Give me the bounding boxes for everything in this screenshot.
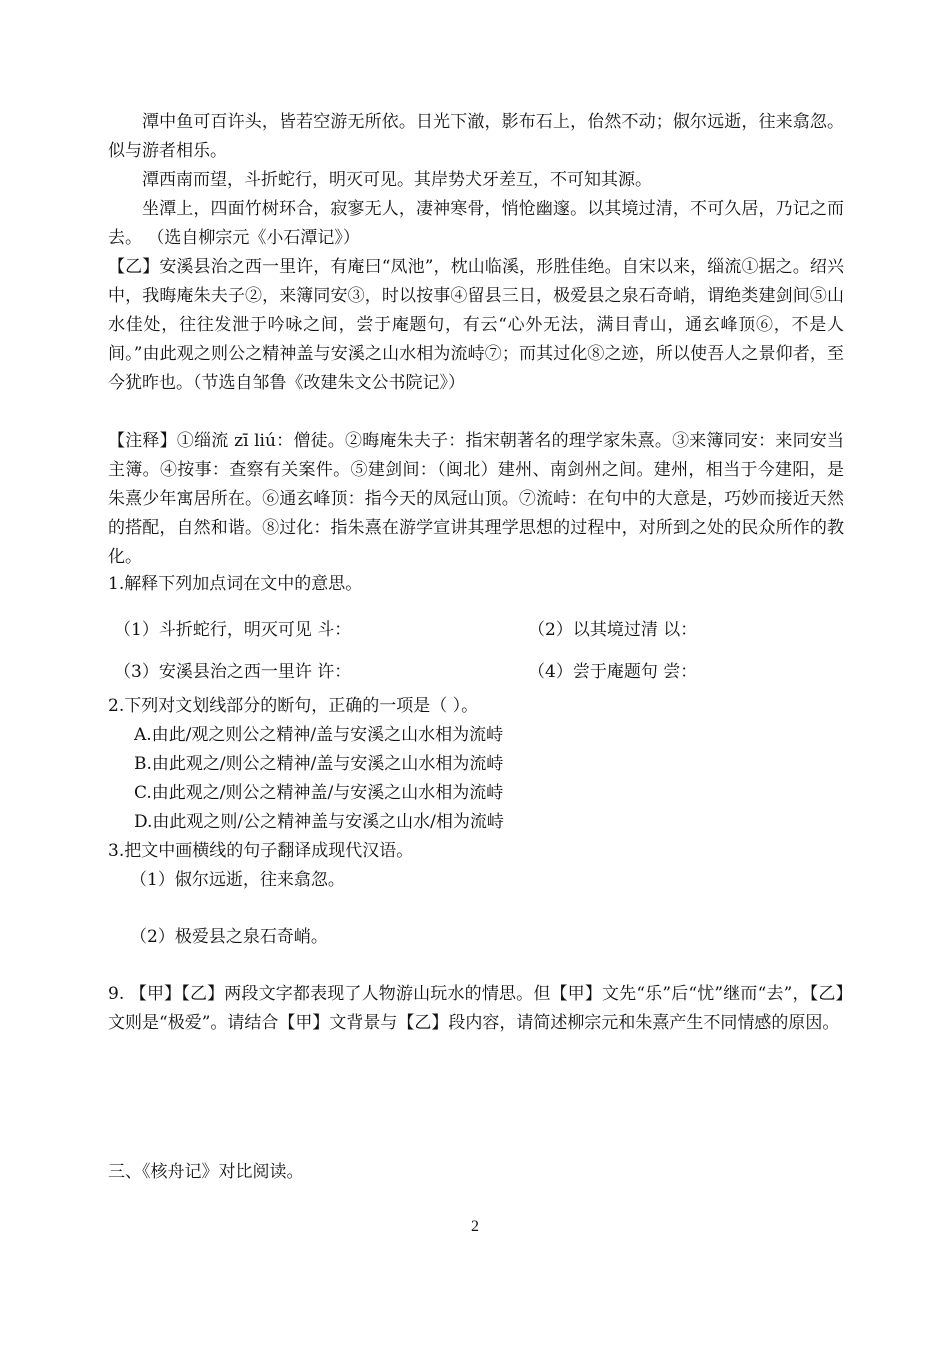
question-3-item-2: （2）极爱县之泉石奇峭。 [130,927,328,947]
jia-paragraph-3: 坐潭上，四面竹树环合，寂寥无人，凄神寒骨，悄怆幽邃。以其境过清，不可久居，乃记之而去。 （选自柳宗元《小石潭记》） [108,199,844,248]
question-2-option-a: A.由此/观之则公之精神/盖与安溪之山水相为流峙 [134,725,504,745]
question-9: 9. 【甲】【乙】两段文字都表现了人物游山玩水的情思。但【甲】文先“乐”后“忧”继而“去”，【乙】文则是“极爱”。请结合【甲】文背景与【乙】段内容，请简述柳宗元和朱熹产生不同情感的原因。 [108,984,844,1033]
yi-passage: 【乙】安溪县治之西一里许，有庵曰“凤池”，枕山临溪，形胜佳绝。自宋以来，缁流①据之。绍兴中，我晦庵朱夫子②，来簿同安③，时以按事④留县三日，极爱县之泉石奇峭，谓绝类建剑间⑤山水佳处，往往发泄于吟咏之间，尝于庵题句，有云“心外无法，满目青山，通玄峰顶⑥，不是人间。”由此观之则公之精神盖与安溪之山水相为流峙⑦；而其过化⑧之迹，所以使吾人之景仰者，至今犹昨也。（节选自邹鲁《改建朱文公书院记》） [108,257,844,393]
question-3-stem: 3.把文中画横线的句子翻译成现代汉语。 [108,841,414,861]
question-1-item-2: （2）以其境过清 以： [528,620,698,640]
question-1-item-3: （3）安溪县治之西一里许 许： [114,662,352,682]
question-3-item-1: （1）俶尔远逝，往来翕忽。 [130,870,345,890]
question-2-option-b: B.由此观之/则公之精神/盖与安溪之山水相为流峙 [134,754,504,774]
annotation-notes: 【注释】①缁流 zī liú：僧徒。②晦庵朱夫子：指宋朝著名的理学家朱熹。③来簿同安：来同安当主簿。④按事：查察有关案件。⑤建剑间：（闽北）建州、南剑州之间。建州，相当于今建阳，是朱熹少年寓居所在。⑥通玄峰顶：指今天的凤冠山顶。⑦流峙：在句中的大意是，巧妙而接近天然的搭配，自然和谐。⑧过化：指朱熹在游学宣讲其理学思想的过程中，对所到之处的民众所作的教化。 [108,431,844,567]
section-3-heading: 三、《核舟记》对比阅读。 [108,1162,304,1182]
question-2-option-d: D.由此观之则/公之精神盖与安溪之山水/相为流峙 [134,812,504,832]
question-1-item-4: （4）尝于庵题句 尝： [528,662,698,682]
jia-paragraph-1: 潭中鱼可百许头，皆若空游无所依。日光下澈，影布石上，佁然不动；俶尔远逝，往来翕忽。似与游者相乐。 [108,112,844,161]
question-1-stem: 1.解释下列加点词在文中的意思。 [108,574,363,594]
question-2-option-c: C.由此观之/则公之精神盖/与安溪之山水相为流峙 [134,783,504,803]
question-2-stem: 2.下列对文划线部分的断句，正确的一项是（ ）。 [108,696,479,716]
question-1-item-1: （1）斗折蛇行，明灭可见 斗： [114,620,352,640]
jia-paragraph-2: 潭西南而望，斗折蛇行，明灭可见。其岸势犬牙差互，不可知其源。 [142,170,652,190]
page-number: 2 [471,1218,479,1235]
